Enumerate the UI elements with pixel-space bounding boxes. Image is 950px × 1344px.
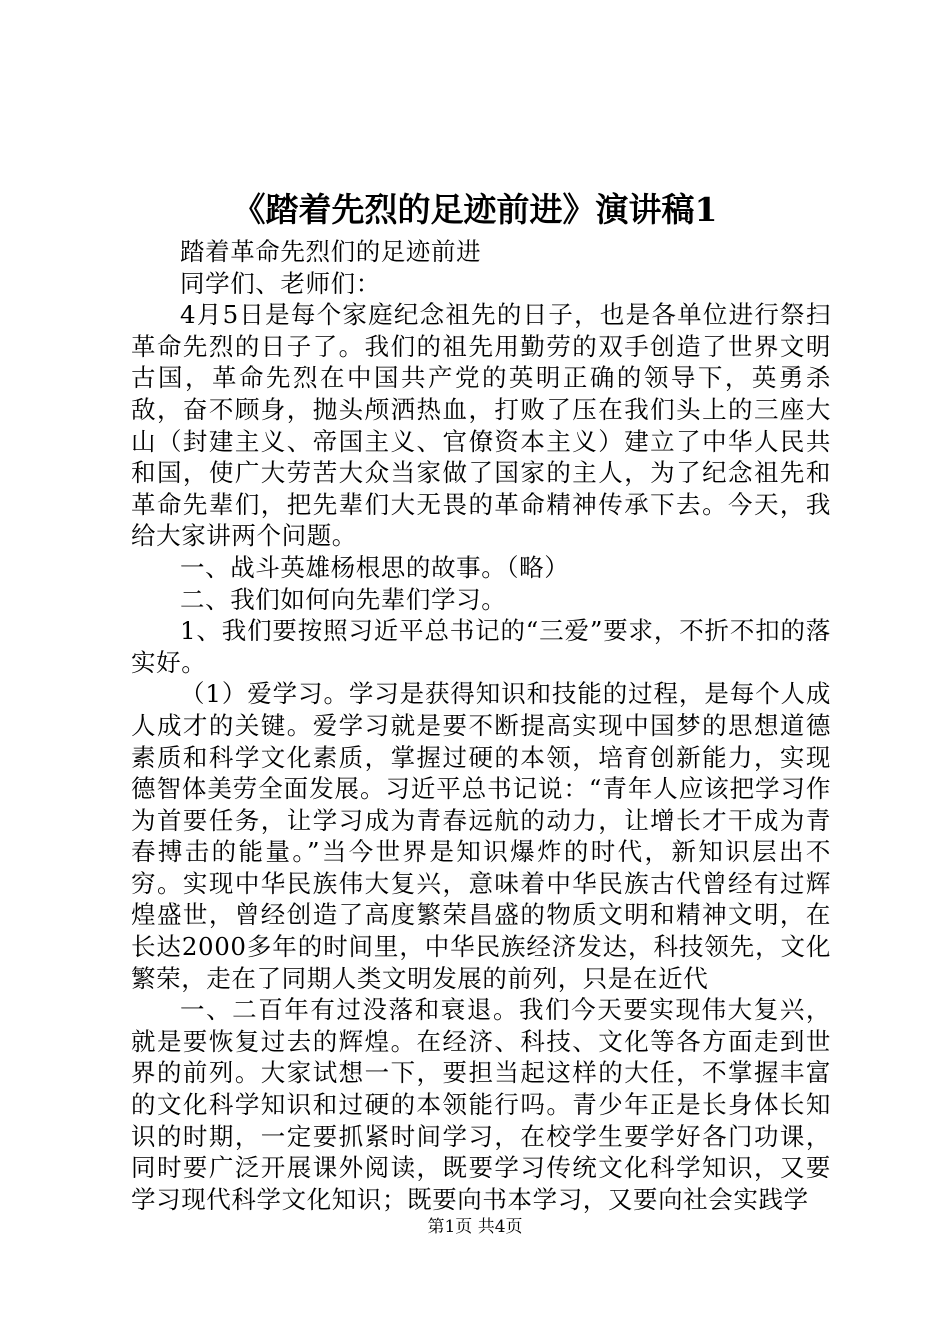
document-body <box>131 236 831 1215</box>
paragraph-continuation: 一、二百年有过没落和衰退。我们今天要实现伟大复兴，就是要恢复过去的辉煌。在经济、科技、文化等各方面走到世界的前列。大家试想一下，要担当起这样的大任，不掌握丰富的文化科学知识和过硬的本领能行吗。青少年正是长身体长知识的时期，一定要抓紧时间学习，在校学生要学好各门功课，同时要广泛开展课外阅读，既要学习传统文化科学知识，又要学习现代科学文化知识；既要向书本学习，又要向社会实践学 <box>131 995 831 1214</box>
paragraph-love-learning: （1）爱学习。学习是获得知识和技能的过程，是每个人成人成才的关键。爱学习就是要不断提高实现中国梦的思想道德素质和科学文化素质，掌握过硬的本领，培育创新能力，实现德智体美劳全面发展。习近平总书记说：“青年人应该把学习作为首要任务，让学习成为青春远航的动力，让增长才干成为青春搏击的能量。”当今世界是知识爆炸的时代，新知识层出不穷。实现中华民族伟大复兴，意味着中华民族古代曾经有过辉煌盛世，曾经创造了高度繁荣昌盛的物质文明和精神文明，在长达2000多年的时间里，中华民族经济发达，科技领先，文化繁荣，走在了同期人类文明发展的前列，只是在近代 <box>131 679 831 993</box>
paragraph-intro: 4月5日是每个家庭纪念祖先的日子，也是各单位进行祭扫革命先烈的日子了。我们的祖先用勤劳的双手创造了世界文明古国，革命先烈在中国共产党的英明正确的领导下，英勇杀敌，奋不顾身，抛头颅洒热血，打败了压在我们头上的三座大山（封建主义、帝国主义、官僚资本主义）建立了中华人民共和国，使广大劳苦大众当家做了国家的主人，为了纪念祖先和革命先辈们，把先辈们大无畏的革命精神传承下去。今天，我给大家讲两个问题。 <box>131 300 831 551</box>
page-number-footer: 第1页 共4页 <box>427 1217 523 1237</box>
paragraph-topic-two: 二、我们如何向先辈们学习。 <box>180 584 507 614</box>
document-title: 《踏着先烈的足迹前进》演讲稿1 <box>232 190 718 229</box>
paragraph-subtitle: 踏着革命先烈们的足迹前进 <box>180 237 482 266</box>
paragraph-salutation: 同学们、老师们： <box>180 268 381 298</box>
paragraph-point-one: 1、我们要按照习近平总书记的“三爱”要求，不折不扣的落实好。 <box>131 616 831 677</box>
paragraph-topic-one: 一、战斗英雄杨根思的故事。（略） <box>180 552 570 582</box>
